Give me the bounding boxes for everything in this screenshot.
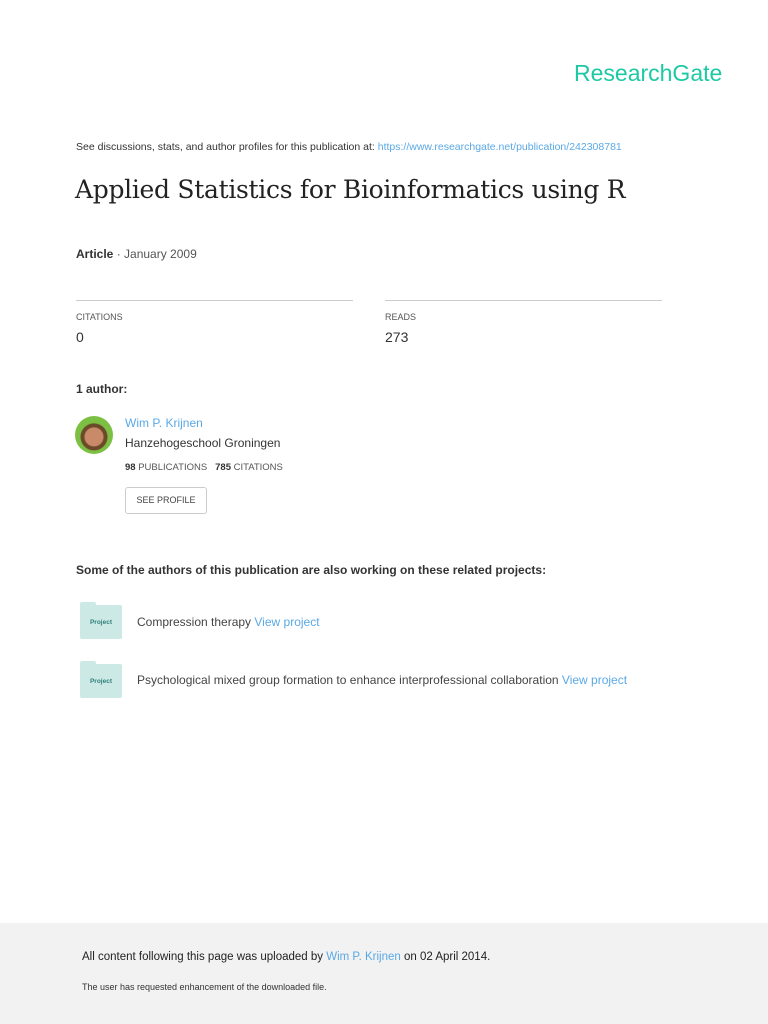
uploader-link[interactable]: Wim P. Krijnen: [326, 951, 401, 963]
publication-type: Article: [76, 247, 114, 261]
footer: [0, 923, 768, 1024]
upload-suffix: on 02 April 2014.: [400, 951, 491, 963]
publication-meta: [76, 247, 197, 261]
project-icon-label: Project: [89, 678, 113, 685]
author-stats: [125, 462, 283, 473]
view-project-link[interactable]: View project: [254, 615, 320, 629]
authors-heading: 1 author:: [76, 382, 128, 396]
author-citations-count: 785: [215, 462, 231, 473]
project-item: [137, 673, 627, 687]
project-icon-label: Project: [89, 619, 113, 626]
related-projects-heading: Some of the authors of this publication are also working on these related projects:: [76, 563, 547, 577]
intro-text: [76, 141, 622, 153]
reads-count: 273: [385, 329, 409, 345]
view-project-link[interactable]: View project: [561, 673, 628, 687]
publications-label: PUBLICATIONS: [135, 462, 208, 473]
upload-note: [82, 951, 490, 963]
publication-link[interactable]: https://www.researchgate.net/publication/242308781: [377, 141, 622, 153]
avatar[interactable]: [75, 416, 113, 454]
author-name-link[interactable]: Wim P. Krijnen: [125, 416, 203, 430]
publication-date: · January 2009: [113, 247, 197, 261]
divider: [385, 300, 662, 301]
project-folder-icon: [80, 664, 122, 698]
citations-label: CITATIONS: [76, 312, 123, 322]
project-name: Psychological mixed group formation to enhance interprofessional collaboration: [137, 673, 562, 687]
project-name: Compression therapy: [137, 615, 255, 629]
citations-count: 0: [76, 329, 84, 345]
project-folder-icon: [80, 605, 122, 639]
project-item: [137, 615, 320, 629]
enhancement-note: The user has requested enhancement of the downloaded file.: [82, 982, 327, 992]
researchgate-logo[interactable]: ResearchGate: [574, 60, 723, 86]
upload-prefix: All content following this page was uploaded by: [82, 951, 327, 963]
see-profile-button[interactable]: SEE PROFILE: [125, 487, 207, 514]
publications-count: 98: [125, 462, 136, 473]
intro-label: See discussions, stats, and author profiles for this publication at:: [76, 141, 378, 153]
reads-label: READS: [385, 312, 417, 322]
page-title: Applied Statistics for Bioinformatics using R: [75, 175, 626, 204]
divider: [76, 300, 353, 301]
author-citations-label: CITATIONS: [230, 462, 283, 473]
author-affiliation: Hanzehogeschool Groningen: [125, 436, 281, 450]
